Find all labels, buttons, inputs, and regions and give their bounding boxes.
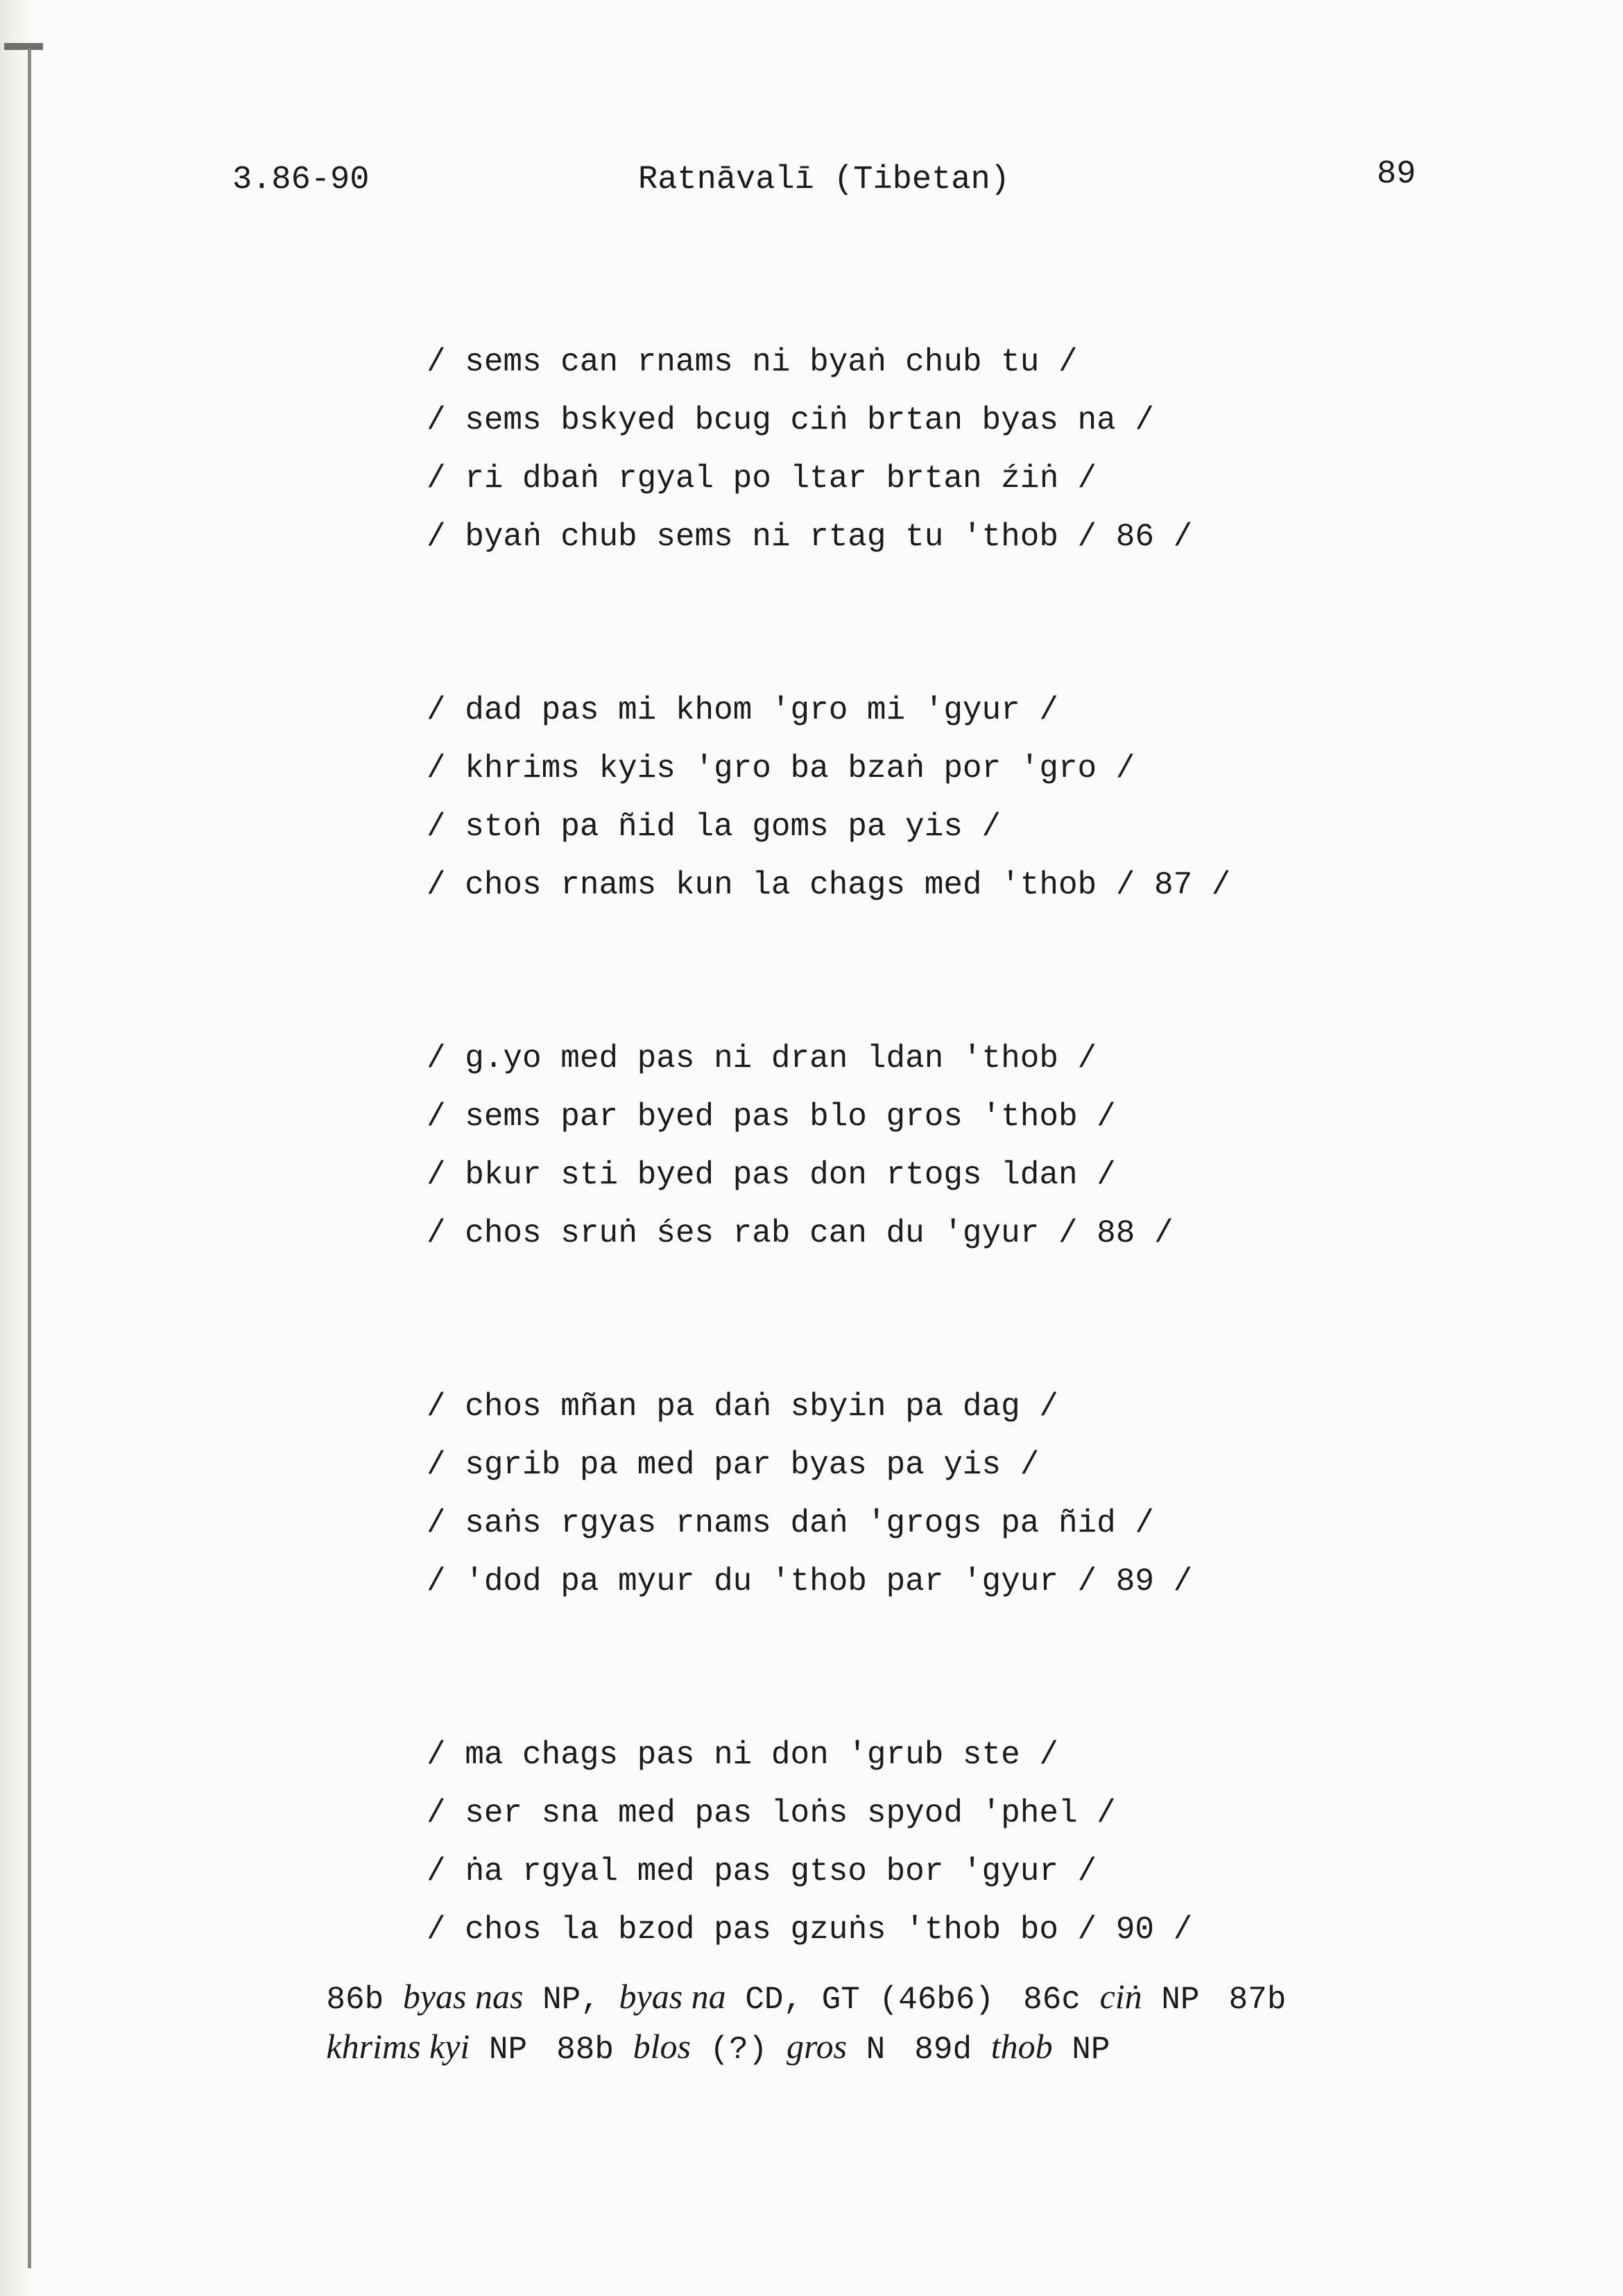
witness-sigla: CD, GT (46b6)	[745, 1982, 995, 2018]
variant-reading: thob	[990, 2027, 1053, 2066]
verse-line: / saṅs rgyas rnams daṅ 'grogs pa ñid /	[427, 1505, 1154, 1541]
verse-line: / dad pas mi khom 'gro mi 'gyur /	[427, 692, 1058, 728]
uncertainty-mark: (?)	[710, 2032, 768, 2068]
section-range: 3.86-90	[232, 162, 370, 198]
footnote-87b	[1228, 1975, 1286, 2025]
verse-line: / chos sruṅ śes rab can du 'gyur / 88 /	[427, 1215, 1174, 1251]
verse-line: / g.yo med pas ni dran ldan 'thob /	[427, 1040, 1097, 1077]
footnote-ref: 89d	[914, 2032, 972, 2068]
verse-line: / ser sna med pas loṅs spyod 'phel /	[427, 1795, 1116, 1831]
verse-line: / chos mñan pa daṅ sbyin pa dag /	[427, 1389, 1058, 1425]
verse-line: / khrims kyis 'gro ba bzaṅ por 'gro /	[427, 751, 1135, 787]
verse-line: / stoṅ pa ñid la goms pa yis /	[427, 809, 1002, 845]
verse-line: / sems can rnams ni byaṅ chub tu /	[427, 344, 1078, 380]
footnote-87b-cont	[326, 2021, 527, 2075]
variant-reading: khrims kyi	[326, 2027, 470, 2066]
footnote-ref: 86c	[1023, 1982, 1081, 2018]
witness-sigla: N	[866, 2032, 886, 2068]
running-title: Ratnāvalī (Tibetan)	[638, 162, 1010, 198]
binding-mark	[4, 43, 43, 50]
verse-line: / sgrib pa med par byas pa yis /	[427, 1447, 1040, 1483]
stanza-89	[427, 1378, 1467, 1611]
verse-line: / ri dbaṅ rgyal po ltar brtan źiṅ /	[427, 461, 1097, 497]
stanza-87	[427, 681, 1467, 914]
footnote-ref: 88b	[556, 2032, 614, 2068]
witness-sigla: NP,	[542, 1982, 619, 2018]
footnote-86b	[326, 1971, 994, 2025]
footnote-88b	[556, 2021, 885, 2075]
witness-sigla: NP	[1161, 1982, 1200, 2018]
variant-reading: byas nas	[402, 1977, 524, 2016]
verse-line: / ṅa rgyal med pas gtso bor 'gyur /	[427, 1853, 1097, 1890]
verse-line: / chos rnams kun la chags med 'thob / 87 /	[427, 867, 1231, 903]
footnote-86c	[1023, 1971, 1199, 2025]
verse-block	[427, 333, 1467, 2074]
stanza-86	[427, 333, 1467, 566]
verse-line: / chos la bzod pas gzuṅs 'thob bo / 90 /	[427, 1912, 1193, 1948]
footnote-ref: 86b	[326, 1982, 384, 2018]
variant-reading: ciṅ	[1099, 1977, 1142, 2016]
verse-line: / sems bskyed bcug ciṅ brtan byas na /	[427, 402, 1154, 438]
footnote-line-1	[250, 1921, 1443, 2018]
binding-line	[28, 49, 31, 2268]
verse-line: / sems par byed pas blo gros 'thob /	[427, 1099, 1116, 1135]
variant-reading: gros	[786, 2027, 848, 2066]
stanza-88	[427, 1029, 1467, 1262]
footnote-ref: 87b	[1228, 1982, 1287, 2018]
verse-line: / 'dod pa myur du 'thob par 'gyur / 89 /	[427, 1563, 1193, 1600]
witness-sigla: NP	[488, 2032, 528, 2068]
variant-reading: byas na	[619, 1977, 726, 2016]
verse-line: / ma chags pas ni don 'grub ste /	[427, 1737, 1058, 1773]
witness-sigla: NP	[1072, 2032, 1110, 2068]
footnotes	[250, 1921, 1443, 2068]
verse-line: / bkur sti byed pas don rtogs ldan /	[427, 1157, 1116, 1193]
verse-line: / byaṅ chub sems ni rtag tu 'thob / 86 /	[427, 519, 1193, 555]
page-number: 89	[1377, 156, 1416, 193]
footnote-89d	[914, 2021, 1110, 2075]
variant-reading: blos	[633, 2027, 691, 2066]
